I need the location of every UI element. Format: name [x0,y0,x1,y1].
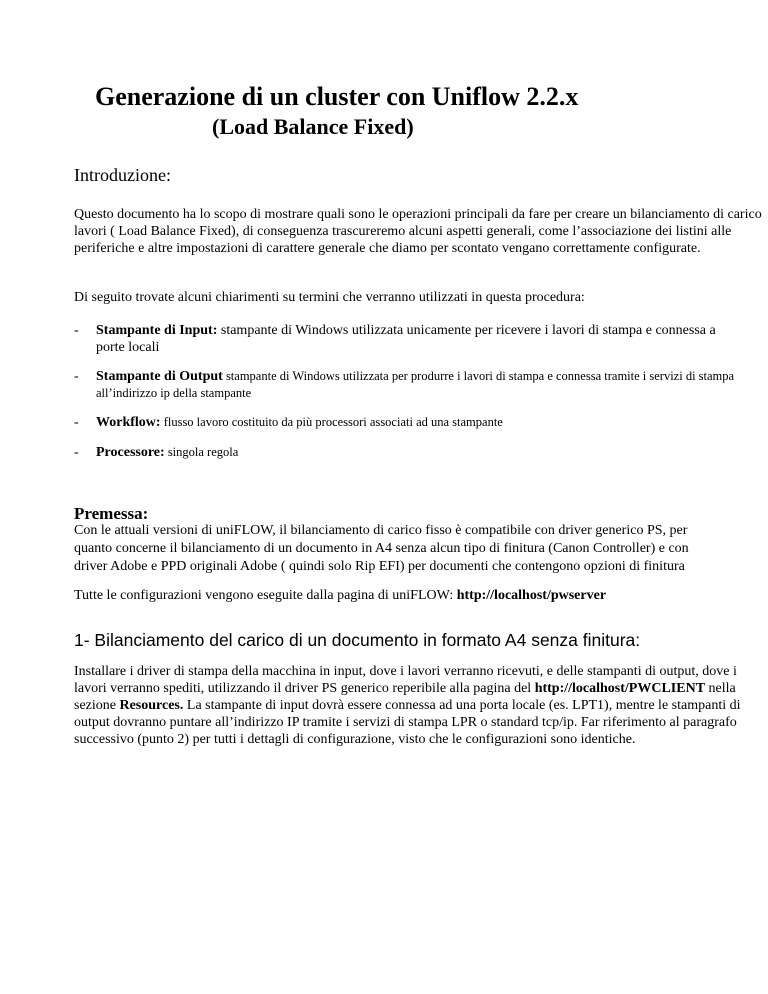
intro-heading: Introduzione: [74,165,171,185]
definition-text: singola regola [164,445,239,459]
document-subtitle: (Load Balance Fixed) [212,114,414,139]
premessa-line: driver Adobe e PPD originali Adobe ( quindi solo Rip EFI) per documenti che contengono opzioni di finitura [74,559,685,574]
definition-text: stampante di Windows utilizzata per produrre i lavori di stampa e connessa tramite i servizi di stampa all’indirizzo ip della stampante [96,369,735,400]
section1-paragraph [74,663,764,748]
premessa-heading: Premessa: [74,504,149,523]
definition-text: stampante di Windows utilizzata unicamente per ricevere i lavori di stampa e connessa a porte locali [96,323,716,355]
section1-heading: 1- Bilanciamento del carico di un documento in formato A4 senza finitura: [74,630,641,650]
definition-term: Processore: [96,445,165,460]
bullet-dash: - [74,445,79,460]
resources-label: Resources. [119,698,184,713]
definition-term: Stampante di Output [96,369,223,384]
premessa-paragraph [74,522,689,576]
premessa-line: Con le attuali versioni di uniFLOW, il bilanciamento di carico fisso è compatibile con driver generico PS, per [74,523,688,538]
config-note-text: Tutte le configurazioni vengono eseguite dalla pagina di uniFLOW: [74,588,457,603]
premessa-line: quanto concerne il bilanciamento di un documento in A4 senza alcun tipo di finitura (Canon Controller) e con [74,541,689,556]
pwserver-url: http://localhost/pwserver [456,588,607,603]
config-note [74,587,606,604]
definition-text: flusso lavoro costituito da più processori associati ad una stampante [160,415,503,429]
section1-text: nella sezione [74,681,736,713]
section1-text: La stampante di input dovrà essere connessa ad una porta locale (es. LPT1), mentre le stampanti di output dovranno puntare all’indirizzo IP tramite i servizi di stampa LPR o standard tcp/ip. Far riferimento al paragrafo successivo (punto 2) per tutti i dettagli di configurazione, visto che le configurazioni sono identiche. [74,698,741,747]
bullet-dash: - [74,369,79,384]
document-title: Generazione di un cluster con Uniflow 2.2.x [95,82,579,111]
pwclient-url: http://localhost/PWCLIENT [534,681,706,696]
definition-term: Stampante di Input: [96,323,218,338]
bullet-dash: - [74,323,79,338]
definition-term: Workflow: [96,415,161,430]
intro-paragraph: Questo documento ha lo scopo di mostrare quali sono le operazioni principali da fare per creare un bilanciamento di carico lavori ( Load Balance Fixed), di conseguenza trascureremo alcuni aspetti generali, come l’associazione dei listini alle periferiche e altre impostazioni di carattere generale che diamo per scontato vengano correttamente configurate. [74,207,762,256]
section1-text: Installare i driver di stampa della macchina in input, dove i lavori verranno ricevuti, e delle stampanti di output, dove i lavori verranno spediti, utilizzando il driver PS generico reperibile alla pagina del [74,664,737,696]
bullet-dash: - [74,415,79,430]
terms-intro: Di seguito trovate alcuni chiarimenti su termini che verranno utilizzati in questa procedura: [74,290,585,305]
